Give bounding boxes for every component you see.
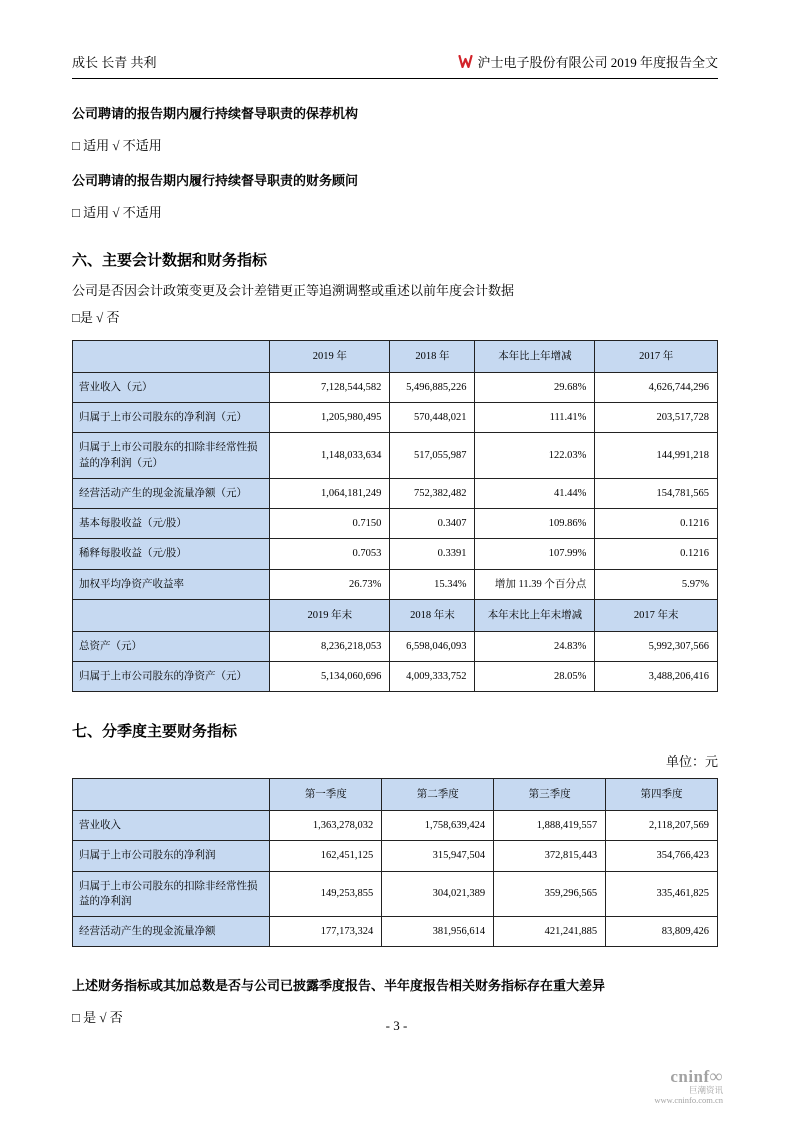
cell-value: 154,781,565 bbox=[595, 478, 718, 508]
cell-value: 5,496,885,226 bbox=[390, 373, 475, 403]
table-row bbox=[73, 403, 718, 433]
table-row bbox=[73, 871, 718, 916]
cell-value: 122.03% bbox=[475, 433, 595, 478]
header-title-group bbox=[458, 52, 718, 71]
cell-value: 1,758,639,424 bbox=[382, 811, 494, 841]
sponsor-duty-title: 公司聘请的报告期内履行持续督导职责的保荐机构 bbox=[72, 106, 359, 121]
cell-value: 162,451,125 bbox=[270, 841, 382, 871]
table2-corner-cell bbox=[73, 779, 270, 811]
section-6-title: 六、主要会计数据和财务指标 bbox=[72, 253, 268, 269]
cell-value: 7,128,544,582 bbox=[270, 373, 390, 403]
table-row bbox=[73, 539, 718, 569]
table-row bbox=[73, 811, 718, 841]
table2-col-header: 第二季度 bbox=[382, 779, 494, 811]
cell-value: 2,118,207,569 bbox=[606, 811, 718, 841]
section-7-title: 七、分季度主要财务指标 bbox=[72, 724, 238, 741]
financial-indicators-table bbox=[72, 340, 718, 692]
row-label: 营业收入 bbox=[73, 811, 270, 841]
table-row bbox=[73, 509, 718, 539]
cell-value: 0.1216 bbox=[595, 539, 718, 569]
cell-value: 0.1216 bbox=[595, 509, 718, 539]
row-label: 经营活动产生的现金流量净额 bbox=[73, 917, 270, 947]
cell-value: 5,134,060,696 bbox=[270, 661, 390, 691]
cell-value: 26.73% bbox=[270, 569, 390, 599]
table-row bbox=[73, 631, 718, 661]
table-row bbox=[73, 569, 718, 599]
row-label: 营业收入（元） bbox=[73, 373, 270, 403]
cninfo-logo-wordmark bbox=[654, 1066, 723, 1087]
table-row bbox=[73, 917, 718, 947]
table1-col-header: 2018 年 bbox=[390, 341, 475, 373]
section-6-question: 公司是否因会计政策变更及会计差错更正等追溯调整或重述以前年度会计数据 bbox=[72, 283, 515, 298]
table1-col-header: 本年比上年增减 bbox=[475, 341, 595, 373]
cell-value: 3,488,206,416 bbox=[595, 661, 718, 691]
table1-col-header: 2019 年 bbox=[270, 341, 390, 373]
infinity-icon: ∞ bbox=[709, 1065, 723, 1086]
header-motto: 成长 长青 共利 bbox=[72, 55, 157, 70]
header-report-title: 沪士电子股份有限公司 2019 年度报告全文 bbox=[477, 55, 718, 70]
table-header-row bbox=[73, 599, 718, 631]
page-number: - 3 - bbox=[385, 1018, 408, 1033]
cell-value: 41.44% bbox=[475, 478, 595, 508]
cell-value: 0.3407 bbox=[390, 509, 475, 539]
table2-col-header: 第三季度 bbox=[494, 779, 606, 811]
cninfo-logo-subtitle: 巨潮资讯 bbox=[688, 1085, 723, 1096]
table-row bbox=[73, 373, 718, 403]
cell-value: 6,598,046,093 bbox=[390, 631, 475, 661]
table1-corner-cell bbox=[73, 341, 270, 373]
quarterly-indicators-table bbox=[72, 778, 718, 947]
unit-label: 单位：元 bbox=[665, 754, 718, 770]
row-label: 归属于上市公司股东的净利润（元） bbox=[73, 403, 270, 433]
table1-col-header: 2019 年末 bbox=[270, 599, 390, 631]
cninfo-logo-url: www.cninfo.com.cn bbox=[654, 1095, 723, 1106]
cell-value: 144,991,218 bbox=[595, 433, 718, 478]
table1-col-header: 2017 年 bbox=[595, 341, 718, 373]
cell-value: 1,064,181,249 bbox=[270, 478, 390, 508]
cell-value: 29.68% bbox=[475, 373, 595, 403]
cell-value: 8,236,218,053 bbox=[270, 631, 390, 661]
cell-value: 109.86% bbox=[475, 509, 595, 539]
row-label: 归属于上市公司股东的净利润 bbox=[73, 841, 270, 871]
table1-col-header: 2018 年末 bbox=[390, 599, 475, 631]
cell-value: 354,766,423 bbox=[606, 841, 718, 871]
cell-value: 4,009,333,752 bbox=[390, 661, 475, 691]
cell-value: 0.7053 bbox=[270, 539, 390, 569]
row-label: 稀释每股收益（元/股） bbox=[73, 539, 270, 569]
table1-corner-cell bbox=[73, 599, 270, 631]
table-row bbox=[73, 478, 718, 508]
table1-col-header: 2017 年末 bbox=[595, 599, 718, 631]
cell-value: 752,382,482 bbox=[390, 478, 475, 508]
difference-note: 上述财务指标或其加总数是否与公司已披露季度报告、半年度报告相关财务指标存在重大差异 bbox=[72, 978, 606, 994]
advisor-duty-choice: □ 适用 √ 不适用 bbox=[72, 205, 162, 220]
table-row bbox=[73, 841, 718, 871]
cell-value: 315,947,504 bbox=[382, 841, 494, 871]
row-label: 经营活动产生的现金流量净额（元） bbox=[73, 478, 270, 508]
table-row bbox=[73, 433, 718, 478]
cell-value: 107.99% bbox=[475, 539, 595, 569]
cell-value: 15.34% bbox=[390, 569, 475, 599]
table-header-row bbox=[73, 779, 718, 811]
table-row bbox=[73, 661, 718, 691]
advisor-duty-title: 公司聘请的报告期内履行持续督导职责的财务顾问 bbox=[72, 173, 359, 188]
cell-value: 24.83% bbox=[475, 631, 595, 661]
cell-value: 1,148,033,634 bbox=[270, 433, 390, 478]
cell-value: 28.05% bbox=[475, 661, 595, 691]
cell-value: 304,021,389 bbox=[382, 871, 494, 916]
cell-value: 83,809,426 bbox=[606, 917, 718, 947]
cell-value: 372,815,443 bbox=[494, 841, 606, 871]
cell-value: 1,205,980,495 bbox=[270, 403, 390, 433]
difference-note-choice: □ 是 √ 否 bbox=[72, 1010, 123, 1026]
cell-value: 5,992,307,566 bbox=[595, 631, 718, 661]
cell-value: 335,461,825 bbox=[606, 871, 718, 916]
table2-col-header: 第一季度 bbox=[270, 779, 382, 811]
cell-value: 381,956,614 bbox=[382, 917, 494, 947]
row-label: 归属于上市公司股东的扣除非经常性损益的净利润 bbox=[73, 871, 270, 916]
cell-value: 5.97% bbox=[595, 569, 718, 599]
cell-value: 1,888,419,557 bbox=[494, 811, 606, 841]
cell-value: 149,253,855 bbox=[270, 871, 382, 916]
table1-col-header: 本年末比上年末增减 bbox=[475, 599, 595, 631]
cell-value: 421,241,885 bbox=[494, 917, 606, 947]
cell-value: 0.7150 bbox=[270, 509, 390, 539]
row-label: 归属于上市公司股东的扣除非经常性损益的净利润（元） bbox=[73, 433, 270, 478]
row-label: 归属于上市公司股东的净资产（元） bbox=[73, 661, 270, 691]
cell-value: 111.41% bbox=[475, 403, 595, 433]
cell-value: 4,626,744,296 bbox=[595, 373, 718, 403]
cninfo-logo-text: cninf bbox=[670, 1066, 710, 1086]
cell-value: 1,363,278,032 bbox=[270, 811, 382, 841]
table-header-row bbox=[73, 341, 718, 373]
row-label: 加权平均净资产收益率 bbox=[73, 569, 270, 599]
cell-value: 570,448,021 bbox=[390, 403, 475, 433]
cell-value: 177,173,324 bbox=[270, 917, 382, 947]
cell-value: 517,055,987 bbox=[390, 433, 475, 478]
sponsor-duty-choice: □ 适用 √ 不适用 bbox=[72, 138, 162, 153]
cell-value: 增加 11.39 个百分点 bbox=[475, 569, 595, 599]
row-label: 基本每股收益（元/股） bbox=[73, 509, 270, 539]
table2-col-header: 第四季度 bbox=[606, 779, 718, 811]
page-header bbox=[72, 0, 718, 79]
cninfo-logo bbox=[654, 1066, 723, 1106]
section-6-choice: □是 √ 否 bbox=[72, 310, 120, 325]
cell-value: 203,517,728 bbox=[595, 403, 718, 433]
row-label: 总资产（元） bbox=[73, 631, 270, 661]
cell-value: 359,296,565 bbox=[494, 871, 606, 916]
cell-value: 0.3391 bbox=[390, 539, 475, 569]
company-logo-icon bbox=[458, 55, 473, 68]
